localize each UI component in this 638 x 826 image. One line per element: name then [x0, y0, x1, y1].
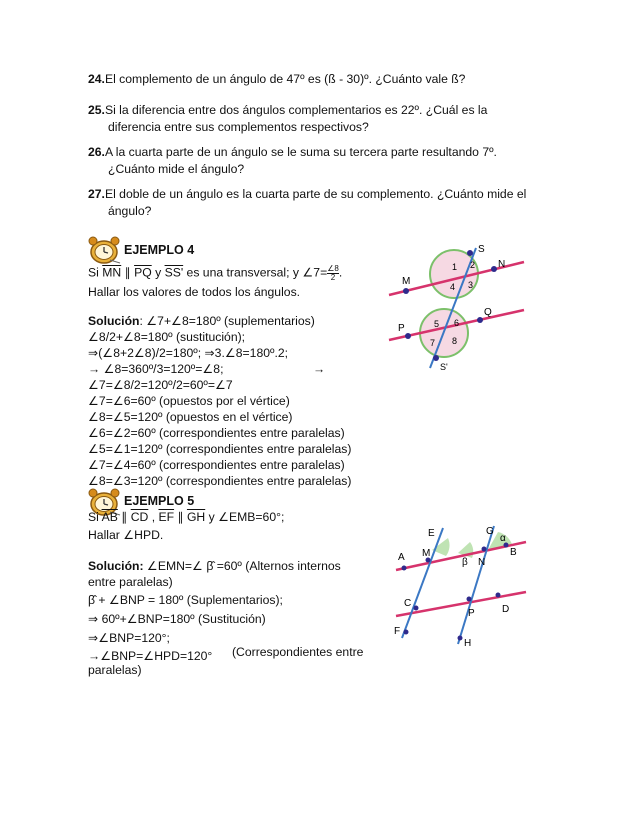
- point-n: [491, 266, 497, 272]
- ex5-step: ⇒ 60º+∠BNP=180º (Sustitución): [88, 612, 266, 626]
- alarm-clock-icon: [86, 236, 122, 266]
- angle-5: 5: [434, 319, 440, 329]
- label-a: A: [398, 552, 405, 563]
- ex4-step: → ∠8=360º/3=120º=∠8;: [88, 362, 224, 376]
- point-s-prime: [433, 355, 439, 361]
- example-4-statement: Si $\overline{MN}$ ∥ $\overline{PQ}$ y SS' es una transversal; y ∠7= $\frac{\angle 8}{2}$ .: [88, 264, 343, 282]
- label-n: N: [478, 557, 486, 568]
- question-25: 25.Si la diferencia entre dos ángulos complementarios es 22º. ¿Cuál es la diferencia entre sus complementos respectivos?: [88, 103, 488, 134]
- example-5-question: Hallar ∠HPD.: [88, 528, 164, 542]
- label-f: F: [394, 626, 401, 637]
- ex4-step: ∠8/2+∠8=180º (sustitución);: [88, 330, 246, 344]
- ex5-tail-cont: paralelas): [88, 663, 142, 677]
- ex5-figure: [388, 520, 530, 648]
- example-4-question: Hallar los valores de todos los ángulos.: [88, 285, 301, 299]
- label-alpha: α: [500, 533, 506, 544]
- ex4-step: ∠8=∠3=120º (correspondientes entre paralelas): [88, 474, 352, 488]
- ex4-step: ∠7=∠6=60º (opuestos por el vértice): [88, 394, 290, 408]
- ex5-step: →∠BNP=∠HPD=120°: [88, 649, 213, 663]
- ex5-tail: (Correspondientes entre: [232, 645, 364, 659]
- label-g: G: [486, 526, 494, 537]
- point-s: [467, 250, 473, 256]
- label-s-prime: S': [440, 362, 448, 372]
- ex4-step: ∠7=∠8/2=120º/2=60º=∠7: [88, 378, 233, 392]
- label-m: M: [422, 548, 431, 559]
- example-5-title: EJEMPLO 5: [124, 494, 195, 508]
- example-4-title: EJEMPLO 4: [124, 243, 195, 257]
- angle-4: 4: [450, 282, 456, 292]
- ex4-step: ∠5=∠1=120º (correspondientes entre paralelas): [88, 442, 352, 456]
- label-h: H: [464, 638, 472, 648]
- label-e: E: [428, 528, 435, 539]
- angle-2: 2: [470, 260, 476, 270]
- ex4-step: ⇒(∠8+2∠8)/2=180º; ⇒3.∠8=180º.2;: [88, 346, 289, 360]
- label-c: C: [404, 598, 412, 609]
- fraction: $\frac{\angle 8}{2}$: [327, 264, 339, 282]
- label-n: N: [498, 259, 506, 270]
- angle-3: 3: [468, 280, 474, 290]
- label-p: P: [468, 608, 475, 619]
- point-m: [403, 288, 409, 294]
- ex5-step: ⇒∠BNP=120°;: [88, 631, 170, 645]
- label-p: P: [398, 323, 405, 334]
- label-s: S: [478, 244, 485, 255]
- angle-1: 1: [452, 262, 458, 272]
- angle-7: 7: [430, 338, 436, 348]
- ex4-step: ∠7=∠4=60º (correspondientes entre paralelas): [88, 458, 345, 472]
- arrow-symbol: →: [313, 362, 326, 376]
- example-4-solution: Solución: ∠7+∠8=180º (suplementarios): [88, 314, 315, 328]
- question-27: 27.El doble de un ángulo es la cuarta parte de su complemento. ¿Cuánto mide el ángulo?: [88, 187, 527, 218]
- question-26: 26.A la cuarta parte de un ángulo se le suma su tercera parte resultando 7º. ¿Cuánto mide el ángulo?: [88, 145, 497, 176]
- angle-8: 8: [452, 336, 458, 346]
- point-p: [405, 333, 411, 339]
- ex4-step: ∠8=∠5=120º (opuestos en el vértice): [88, 410, 293, 424]
- question-24: 24.El complemento de un ángulo de 47º es (ß - 30)º. ¿Cuánto vale ß?: [88, 72, 466, 86]
- ex4-figure: [384, 240, 529, 375]
- label-m: M: [402, 276, 411, 287]
- label-b: B: [510, 547, 517, 558]
- label-d: D: [502, 604, 510, 615]
- example-5-statement: Si $\overline{AB}$ ∥ $\overline{CD}$ , $\overline{EF}$ ∥ $\overline{GH}$ y ∠EMB=60°;: [88, 510, 285, 524]
- ex5-step: β̂ + ∠BNP = 180º (Suplementarios);: [88, 593, 283, 607]
- ex4-step: ∠6=∠2=60º (correspondientes entre paralelas): [88, 426, 345, 440]
- ex5-solution-cont: entre paralelas): [88, 575, 173, 589]
- angle-6: 6: [454, 318, 460, 328]
- label-q: Q: [484, 307, 492, 318]
- point-q: [477, 317, 483, 323]
- example-5-solution: Solución: ∠EMN=∠ β̂ =60º (Alternos internos: [88, 559, 341, 573]
- label-beta: β: [462, 557, 468, 568]
